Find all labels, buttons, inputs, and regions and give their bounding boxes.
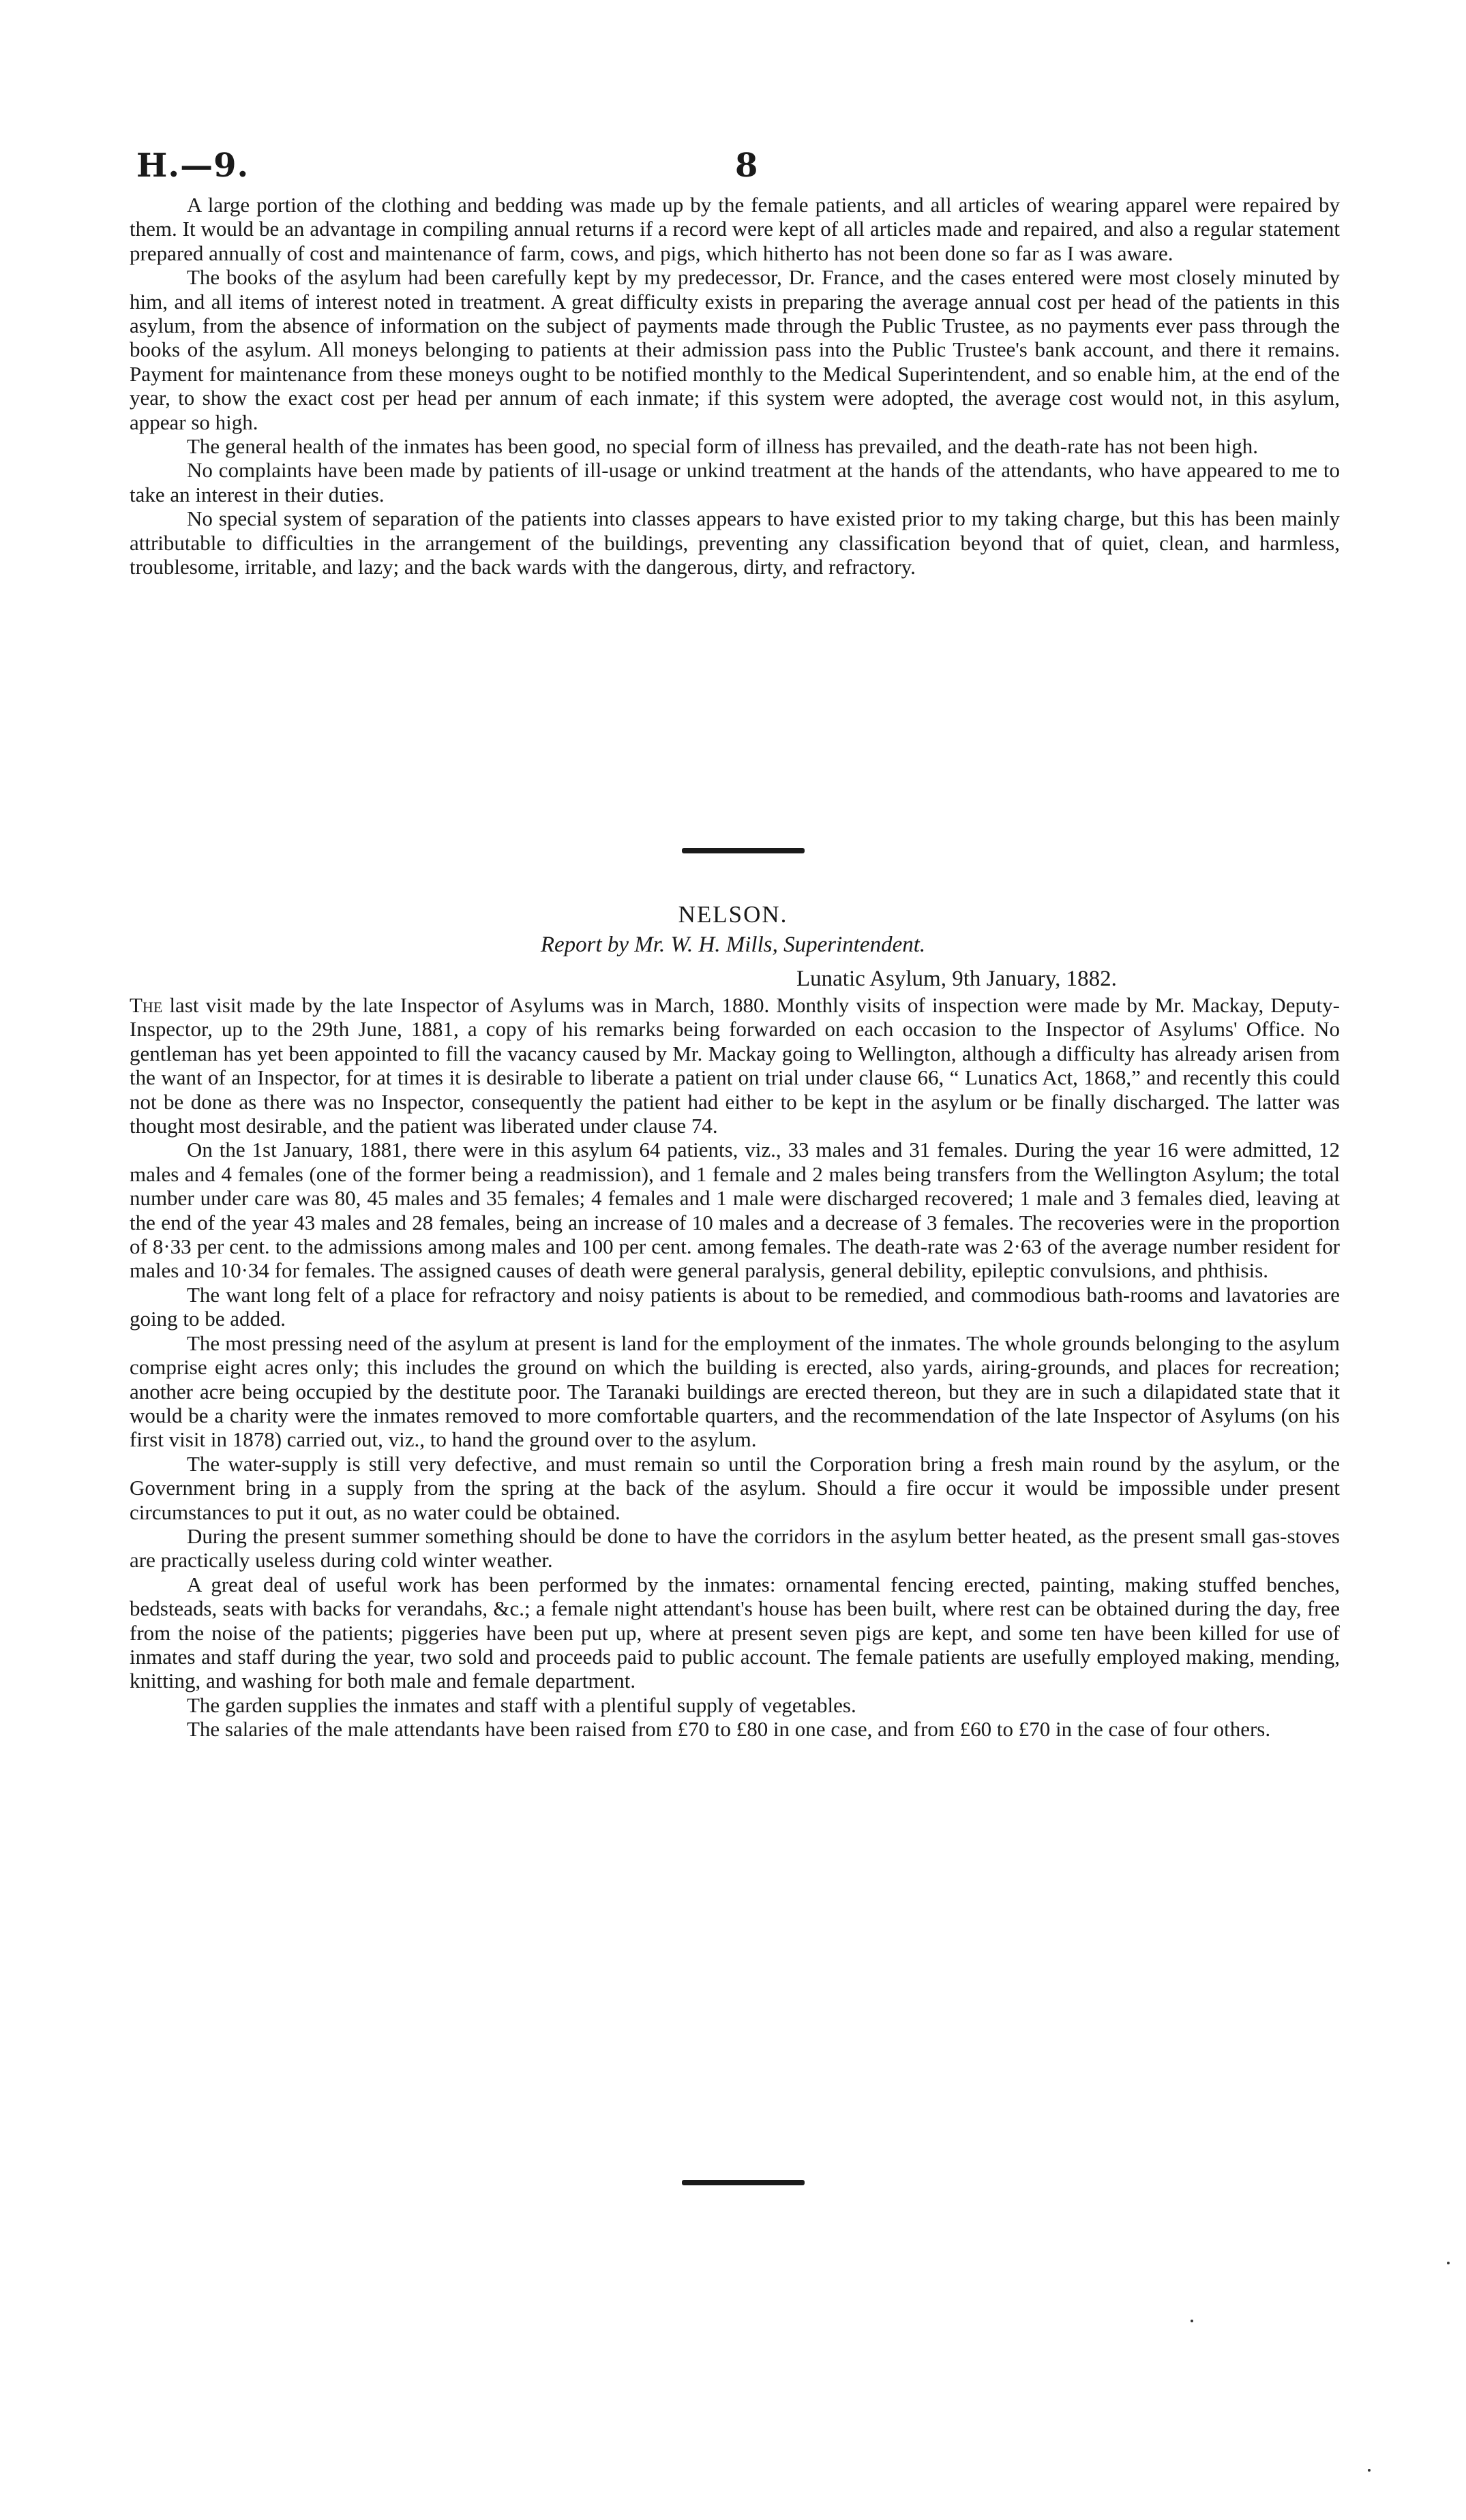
paragraph: A large portion of the clothing and bedding was made up by the female patients, and all articles of wearing apparel were repaired by them. It would be an advantage in compiling annual returns if a record were kept of all articles made and repaired, and also a regular statement prepared annually of cost and maintenance of farm, cows, and pigs, which hitherto has not been done so far as I was aware. — [130, 193, 1340, 265]
print-speck — [1368, 2469, 1371, 2472]
paragraph: The garden supplies the inmates and staff with a plentiful supply of vegetables. — [187, 1692, 856, 1717]
opening-paragraph-text: last visit made by the late Inspector of Asylums was in March, 1880. Monthly visits of inspection were made by Mr. Mackay, Deputy-Inspector, up to the 29th June, 1881, a copy of his remarks being forwarded on each occasion to the Inspector of Asylums' Office. No gentleman has yet been appointed to fill the vacancy caused by Mr. Mackay going to Wellington, although a difficulty has already arisen from the want of an Inspector, for at times it is desirable to liberate a patient on trial under clause 66, “ Lunatics Act, 1868,” and recently this could not be done as there was no Inspector, consequently the patient had either to be kept in the asylum or be finally discharged. The latter was thought most desirable, and the patient was liberated under clause 74. — [130, 993, 1340, 1138]
opening-paragraph — [130, 993, 1340, 1138]
paragraph: The general health of the inmates has been good, no special form of illness has prevailed, and the death-rate has not been high. — [187, 434, 1258, 459]
paragraph: The water-supply is still very defective, and must remain so until the Corporation bring a fresh main round by the asylum, or the Government bring in a supply from the spring at the back of the asylum. Should a fire occur it would be impossible under present circumstances to put it out, as no water could be obtained. — [130, 1451, 1340, 1524]
document-reference: H.—9. — [136, 147, 250, 185]
paragraph: The books of the asylum had been carefully kept by my predecessor, Dr. France, and the cases entered were most closely minuted by him, and all items of interest noted in treatment. A great difficulty exists in preparing the average annual cost per head of the patients in this asylum, from the absence of information on the subject of payments made through the Public Trustee, as no payments ever pass through the books of the asylum. All moneys belonging to patients at their admission pass into the Public Trustee's bank account, and there it remains. Payment for maintenance from these moneys ought to be notified monthly to the Medical Superintendent, and so enable him, at the end of the year, to show the exact cost per head per annum of each inmate; if this system were adopted, the average cost would not, in this asylum, appear so high. — [130, 265, 1340, 434]
paragraph: The want long felt of a place for refractory and noisy patients is about to be remedied, and commodious bath-rooms and lavatories are going to be added. — [130, 1282, 1340, 1331]
section-divider — [682, 848, 805, 853]
paragraph: On the 1st January, 1881, there were in this asylum 64 patients, viz., 33 males and 31 females. During the year 16 were admitted, 12 males and 4 females (one of the former being a readmission), and 1 female and 2 males being transfers from the Wellington Asylum; the total number under care was 80, 45 males and 35 females; 4 females and 1 male were discharged recovered; 1 male and 3 females died, leaving at the end of the year 43 males and 28 females, being an increase of 10 males and a decrease of 3 females. The recoveries were in the proportion of 8·33 per cent. to the admissions among males and 100 per cent. among females. The death-rate was 2·63 of the average number resident for males and 10·34 for females. The assigned causes of death were general paralysis, general debility, epileptic convulsions, and phthisis. — [130, 1138, 1340, 1283]
nelson-report-body — [130, 993, 1340, 1742]
print-speck — [1191, 2320, 1193, 2322]
paragraph: No complaints have been made by patients of ill-usage or unkind treatment at the hands of the attendants, who have appeared to me to take an interest in their duties. — [130, 458, 1340, 506]
dateline: Lunatic Asylum, 9th January, 1882. — [796, 967, 1117, 991]
paragraph: The salaries of the male attendants have been raised from £70 to £80 in one case, and from £60 to £70 in the case of four others. — [187, 1717, 1271, 1742]
report-byline: Report by Mr. W. H. Mills, Superintendent. — [540, 932, 926, 957]
previous-report-continuation — [130, 193, 1340, 579]
page-number: 8 — [735, 147, 758, 185]
section-title: NELSON. — [678, 901, 788, 928]
lead-word: The — [130, 993, 163, 1017]
paragraph: No special system of separation of the patients into classes appears to have existed prior to my taking charge, but this has been mainly attributable to difficulties in the arrangement of the buildings, preventing any classification beyond that of quiet, clean, and harmless, troublesome, irritable, and lazy; and the back wards with the dangerous, dirty, and refractory. — [130, 506, 1340, 579]
print-speck — [1447, 2262, 1450, 2264]
running-header — [136, 147, 1336, 187]
paragraph: The most pressing need of the asylum at present is land for the employment of the inmates. The whole grounds belonging to the asylum comprise eight acres only; this includes the ground on which the building is erected, also yards, airing-grounds, and places for recreation; another acre being occupied by the destitute poor. The Taranaki buildings are erected thereon, but they are in such a dilapidated state that it would be a charity were the inmates removed to more comfortable quarters, and the recommendation of the late Inspector of Asylums (on his first visit in 1878) carried out, viz., to hand the ground over to the asylum. — [130, 1331, 1340, 1452]
paragraph: A great deal of useful work has been performed by the inmates: ornamental fencing erected, painting, making stuffed benches, bedsteads, seats with backs for verandahs, &c.; a female night attendant's house has been built, where rest can be obtained during the day, free from the noise of the patients; piggeries have been put up, where at present seven pigs are kept, and some ten have been killed for use of inmates and staff during the year, two sold and proceeds paid to public account. The female patients are usefully employed making, mending, knitting, and washing for both male and female department. — [130, 1572, 1340, 1693]
paragraph: During the present summer something should be done to have the corridors in the asylum better heated, as the present small gas-stoves are practically useless during cold winter weather. — [130, 1523, 1340, 1573]
section-divider — [682, 2180, 805, 2185]
